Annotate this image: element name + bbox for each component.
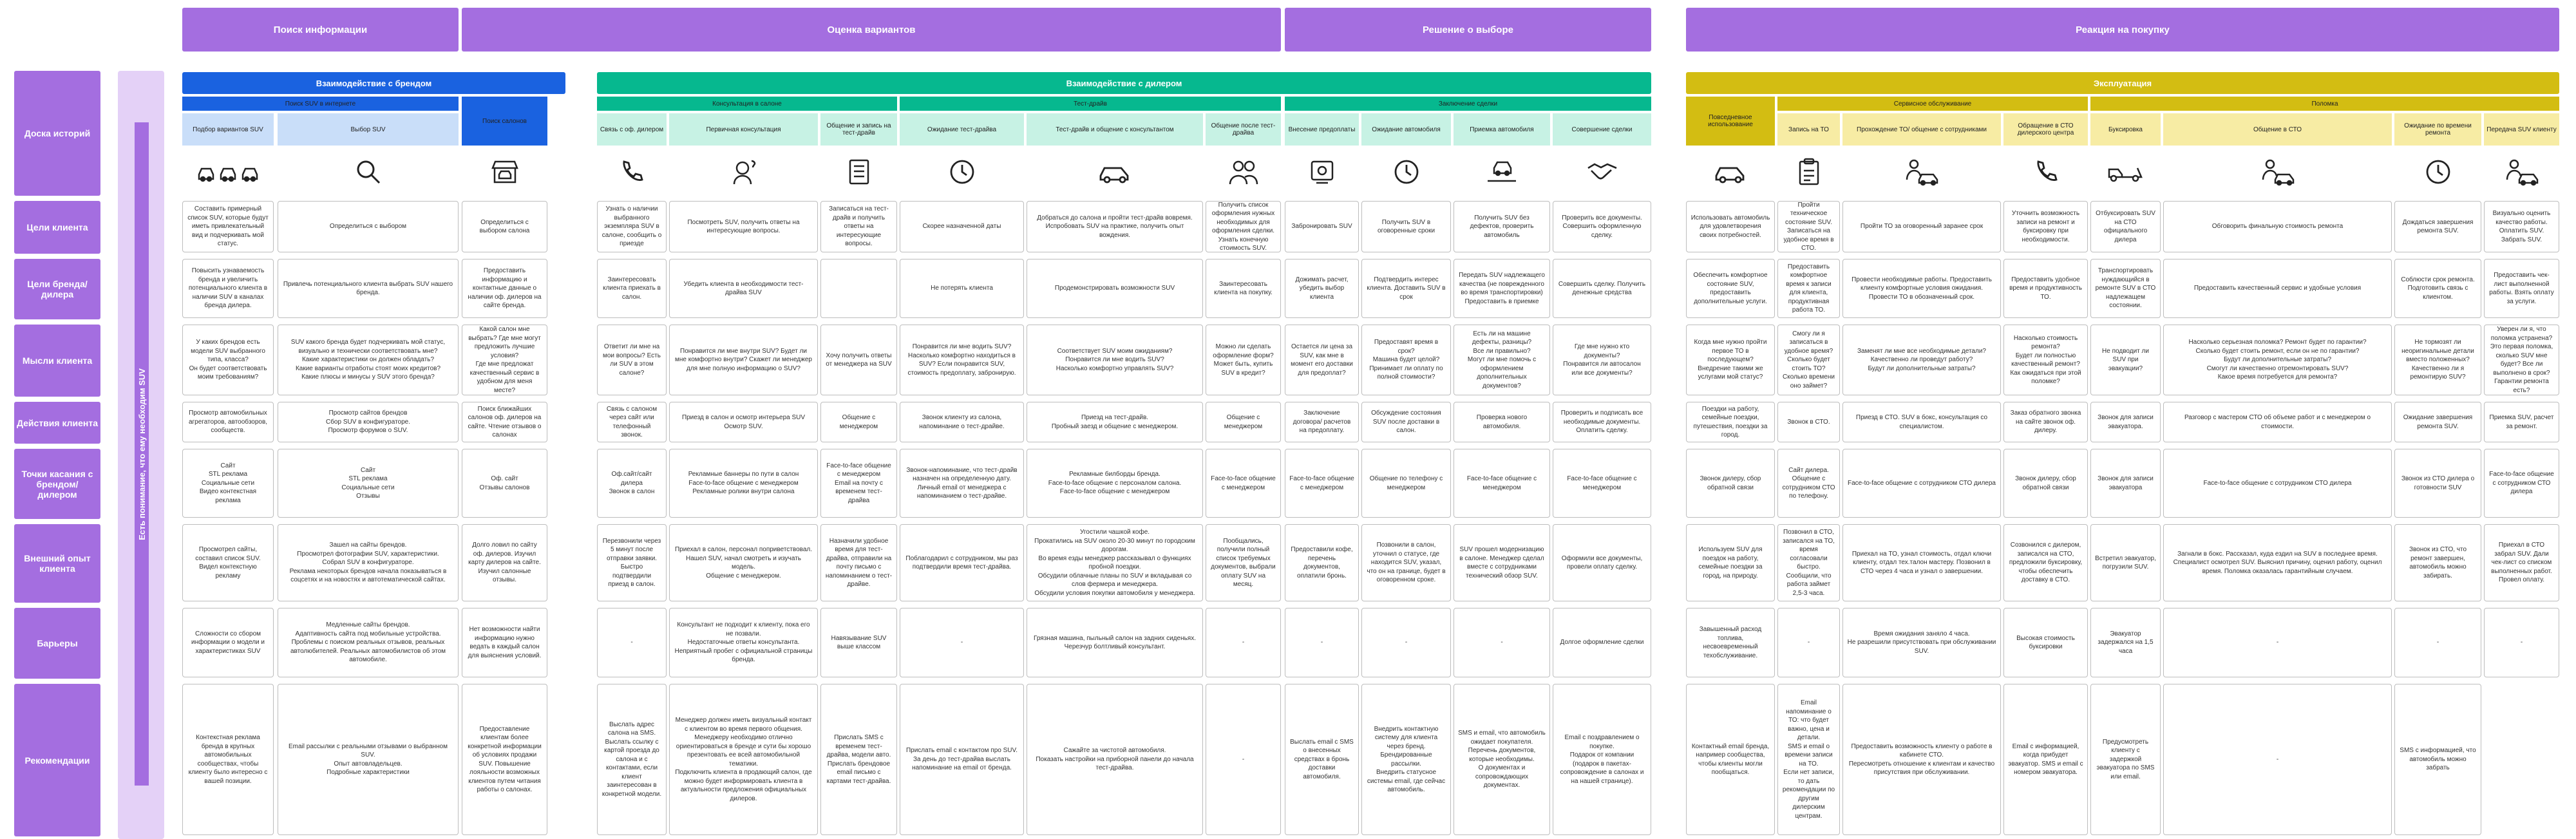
journey-card: Звонок для записи эвакуатора bbox=[2090, 449, 2161, 518]
stage-header: Общение после тест-драйва bbox=[1206, 113, 1281, 146]
subgroup-header: Повседневное использование bbox=[1686, 97, 1775, 146]
journey-card: Менеджер должен иметь визуальный контакт с клиентом во время первого общения. Менеджеру необходимо отлично ориентироваться в бренде и сути бы хорошо презентовать ее всей автомобильной тематики. Подключить клиента в продающий салон, где можно будет информировать клиента в актуальности предложения официальных дилеров. bbox=[669, 684, 818, 835]
journey-card: Отбуксировать SUV на СТО официального дилера bbox=[2090, 201, 2161, 252]
stage-header: Прохождение ТО/ общение с сотрудниками bbox=[1842, 113, 2001, 146]
journey-card: Забронировать SUV bbox=[1285, 201, 1359, 252]
journey-card: Составить примерный список SUV, которые будут иметь привлекательный вид и подчеркивать мой статус. bbox=[182, 201, 274, 252]
phone-icon bbox=[2003, 151, 2088, 193]
journey-card: Определиться с выбором салона bbox=[462, 201, 547, 252]
journey-card: Face-to-face общение с сотрудником СТО дилера bbox=[1842, 449, 2001, 518]
subgroup-header: Сервисное обслуживание bbox=[1777, 97, 2088, 111]
journey-card: - bbox=[2394, 608, 2481, 677]
journey-card: Face-to-face общение с менеджером Email на почту с временем тест-драйва bbox=[820, 449, 897, 518]
journey-card: Можно ли сделать оформление форм? Может быть, купить SUV в кредит? bbox=[1206, 325, 1281, 395]
sidebar-text: Есть понимание, что ему необходим SUV bbox=[137, 368, 147, 540]
journey-card: SUV прошел модернизацию в салоне. Менеджер сделал вместе с сотрудниками технический обзор SUV. bbox=[1454, 524, 1550, 601]
journey-card: - bbox=[1361, 608, 1451, 677]
journey-card: Транспортировать нуждающийся в ремонте SUV в СТО надлежащем состоянии. bbox=[2090, 259, 2161, 318]
journey-card: Повысить узнаваемость бренда и увеличить потенциального клиента в наличии SUV в каналах бренда дилера. bbox=[182, 259, 274, 318]
journey-card: Насколько серьезная поломка? Ремонт будет по гарантии? Сколько будет стоить ремонт, если он не по гарантии? Будут ли дополнительные затраты? Смогут ли качественно отремонтировать SUV? Какое время потребуется для ремонта? bbox=[2163, 325, 2392, 395]
section-header: Взаимодействие с дилером bbox=[597, 72, 1651, 94]
journey-card: Проверка нового автомобиля. bbox=[1454, 402, 1550, 442]
tow-truck-icon bbox=[2090, 151, 2161, 193]
phase-header: Поиск информации bbox=[182, 8, 459, 52]
journey-card: Рекламные билборды бренда. Face-to-face общение с персоналом салона. Face-to-face общение с менеджером bbox=[1027, 449, 1203, 518]
journey-card: Звонок в СТО. bbox=[1777, 402, 1840, 442]
journey-card: Определиться с выбором bbox=[278, 201, 459, 252]
stage-header: Подбор вариантов SUV bbox=[182, 113, 274, 146]
journey-card: Звонок из СТО дилера о готовности SUV bbox=[2394, 449, 2481, 518]
person-car-icon bbox=[1842, 151, 2001, 193]
journey-card: Дождаться завершения ремонта SUV. bbox=[2394, 201, 2481, 252]
journey-card: Насколько стоимость ремонта? Будет ли полностью качественный ремонт? Как ожидаться при этой поломке? bbox=[2003, 325, 2088, 395]
journey-card: Email рассылки с реальными отзывами о выбранном SUV. Опыт автовладельцев. Подробные характеристики bbox=[278, 684, 459, 835]
journey-card: Прислать email с контактом про SUV. За день до тест-драйва выслать напоминание на email от бренда. bbox=[900, 684, 1024, 835]
journey-card: Контекстная реклама бренда в крупных автомобильных сообществах, чтобы клиенту было интересно с вашей позиции. bbox=[182, 684, 274, 835]
journey-card: Где мне нужно кто документы? Понравится ли автосалон или все документы? bbox=[1553, 325, 1651, 395]
journey-card: Предоставить чек-лист выполненной работы. Взять оплату за услуги. bbox=[2484, 259, 2559, 318]
journey-card: Предоставить комфортное время к записи для клиента, продуктивная работа ТО. bbox=[1777, 259, 1840, 318]
journey-card: Медленные сайты брендов. Адаптивность сайта под мобильные устройства. Проблемы с поиском реальных отзывов, реальных автолюбителей. Реальных автомобилистов об этом автомобиле. bbox=[278, 608, 459, 677]
journey-card: Общение с менеджером bbox=[820, 402, 897, 442]
stage-header: Ожидание автомобиля bbox=[1361, 113, 1451, 146]
stage-header: Приемка автомобиля bbox=[1454, 113, 1550, 146]
journey-card: Не потерять клиента bbox=[900, 259, 1024, 318]
journey-card: Оф. сайт Отзывы салонов bbox=[462, 449, 547, 518]
checklist-icon bbox=[820, 151, 897, 193]
journey-card: Общение по телефону с менеджером bbox=[1361, 449, 1451, 518]
journey-card: Подтвердить интерес клиента. Доставить SUV в срок bbox=[1361, 259, 1451, 318]
journey-card: Приехал в СТО забрал SUV. Дали чек-лист со списком выполненных работ. Провел оплату. bbox=[2484, 524, 2559, 601]
journey-card: Позвонил в СТО, записался на ТО, время согласовали быстро. Сообщили, что работа займет 2,5-3 часа. bbox=[1777, 524, 1840, 601]
subgroup-header: Заключение сделки bbox=[1285, 97, 1651, 111]
clock-icon bbox=[900, 151, 1024, 193]
stage-header: Тест-драйв и общение с консультантом bbox=[1027, 113, 1203, 146]
journey-card: Внедрить контактную систему для клиента через бренд. Брендированные рассылки. Внедрить статусное системы email, где сейчас автомобиль. bbox=[1361, 684, 1451, 835]
journey-card: - bbox=[1206, 684, 1281, 835]
sidebar-label bbox=[135, 122, 149, 786]
journey-card: Высокая стоимость буксировки bbox=[2003, 608, 2088, 677]
journey-card: Звонок клиенту из салона, напоминание о тест-драйве. bbox=[900, 402, 1024, 442]
journey-card: Предоставить удобное время и продуктивность ТО. bbox=[2003, 259, 2088, 318]
journey-card: Заменят ли мне все необходимые детали? Качественно ли проведут работу? Будут ли дополнительные затраты? bbox=[1842, 325, 2001, 395]
stage-header: Запись на ТО bbox=[1777, 113, 1840, 146]
row-label: Действия клиента bbox=[14, 402, 100, 444]
clipboard-icon bbox=[1777, 151, 1840, 193]
stage-header: Первичная консультация bbox=[669, 113, 818, 146]
journey-card: Время ожидания заняло 4 часа. Не разрешили присутствовать при обслуживании SUV. bbox=[1842, 608, 2001, 677]
journey-card: Сложности со сбором информации о модели и характеристиках SUV bbox=[182, 608, 274, 677]
person-question-icon bbox=[669, 151, 818, 193]
journey-card: Связь с салоном через сайт или телефонный звонок. bbox=[597, 402, 667, 442]
journey-card: Просмотр сайтов брендов Сбор SUV в конфигураторе. Просмотр форумов о SUV. bbox=[278, 402, 459, 442]
journey-card bbox=[820, 259, 897, 318]
journey-card: Получить SUV в оговоренные сроки bbox=[1361, 201, 1451, 252]
journey-card: Разговор с мастером СТО об объеме работ и с менеджером о стоимости. bbox=[2163, 402, 2392, 442]
journey-card: Face-to-face общение с сотрудником СТО дилера bbox=[2163, 449, 2392, 518]
journey-card: Звонок для записи эвакуатора. bbox=[2090, 402, 2161, 442]
journey-card: Ожидание завершения ремонта SUV. bbox=[2394, 402, 2481, 442]
journey-card: Получить список оформления нужных необходимых для оформления сделки. Узнать конечную стоимость SUV. bbox=[1206, 201, 1281, 252]
clock-icon bbox=[1361, 151, 1451, 193]
journey-card: Визуально оценить качество работы. Оплатить SUV. Забрать SUV. bbox=[2484, 201, 2559, 252]
subgroup-header: Поиск SUV в интернете bbox=[182, 97, 459, 111]
stage-header: Обращение в СТО дилерского центра bbox=[2003, 113, 2088, 146]
journey-card: Прислать SMS с временем тест-драйва, модели авто. Прислать брендовое email письмо с картами тест-драйва. bbox=[820, 684, 897, 835]
journey-card: Email с информацией, когда прибудет эвакуатор. SMS и email с номером эвакуатора. bbox=[2003, 684, 2088, 835]
subgroup-header: Тест-драйв bbox=[900, 97, 1281, 111]
journey-card: Предоставить качественный сервис и удобные условия bbox=[2163, 259, 2392, 318]
journey-card: Звонок из СТО, что ремонт завершен, автомобиль можно забирать. bbox=[2394, 524, 2481, 601]
journey-card: Совершить сделку. Получить денежные средства bbox=[1553, 259, 1651, 318]
journey-card: Email напоминание о ТО: что будет важно, цена и детали. SMS и email о времени записи на ТО. Если нет записи, то дать рекомендации по другим дилерским центрам. bbox=[1777, 684, 1840, 835]
journey-card: Скорее назначенной даты bbox=[900, 201, 1024, 252]
journey-card: Добраться до салона и пройти тест-драйв вовремя. Испробовать SUV на практике, получить опыт вождения. bbox=[1027, 201, 1203, 252]
stage-header: Ожидание по времени ремонта bbox=[2394, 113, 2481, 146]
journey-card: Остается ли цена за SUV, как мне в момент его доставки для предоплат? bbox=[1285, 325, 1359, 395]
journey-card: Обсуждение состояния SUV после доставки в салон. bbox=[1361, 402, 1451, 442]
journey-card: Сажайте за чистотой автомобиля. Показать настройки на приборной панели до начала тест-драйва. bbox=[1027, 684, 1203, 835]
journey-card: Обговорить финальную стоимость ремонта bbox=[2163, 201, 2392, 252]
journey-card: Уверен ли я, что поломка устранена? Это первая поломка, сколько SUV мне будет? Все ли выполнено в срок? Гарантии ремонта есть? bbox=[2484, 325, 2559, 395]
journey-card: Дожимать расчет, убедить выбор клиента bbox=[1285, 259, 1359, 318]
journey-card: Узнать о наличии выбранного экземпляра SUV в салоне, сообщить о приезде bbox=[597, 201, 667, 252]
journey-card: Приехал в салон, персонал поприветствовал. Нашел SUV, начал смотреть и изучать модель. Общение с менеджером. bbox=[669, 524, 818, 601]
journey-card: Оформили все документы, провели оплату сделку. bbox=[1553, 524, 1651, 601]
journey-card: Получить SUV без дефектов, проверить автомобиль bbox=[1454, 201, 1550, 252]
journey-card: Понравится ли мне внутри SUV? Будет ли мне комфортно внутри? Скажет ли менеджер для мне полную информацию о SUV? bbox=[669, 325, 818, 395]
journey-card: Face-to-face общение с сотрудником СТО дилера bbox=[2484, 449, 2559, 518]
journey-card: Уточнить возможность записи на ремонт и буксировку при необходимости. bbox=[2003, 201, 2088, 252]
phase-header: Решение о выборе bbox=[1285, 8, 1651, 52]
journey-card: SMS и email, что автомобиль ожидает покупателя. Перечень документов, которые необходимы. О документах и сопровождающих документах. bbox=[1454, 684, 1550, 835]
journey-card: - bbox=[1206, 608, 1281, 677]
stage-header: Буксировка bbox=[2090, 113, 2161, 146]
journey-card: Предоставили кофе, перечень документов, оплатили бронь. bbox=[1285, 524, 1359, 601]
journey-card: У каких брендов есть модели SUV выбранного типа, класса? Он будет соответствовать моим требованиям? bbox=[182, 325, 274, 395]
journey-card: Навязывание SUV выше классом bbox=[820, 608, 897, 677]
section-header: Эксплуатация bbox=[1686, 72, 2559, 94]
row-label: Внешний опыт клиента bbox=[14, 524, 100, 603]
journey-card: - bbox=[1454, 608, 1550, 677]
journey-card: Приезд в СТО. SUV в бокс, консультация со специалистом. bbox=[1842, 402, 2001, 442]
journey-card: Предусмотреть клиенту с задержкой эвакуатора по SMS или email. bbox=[2090, 684, 2161, 835]
stage-header: Внесение предоплаты bbox=[1285, 113, 1359, 146]
row-label: Доска историй bbox=[14, 71, 100, 196]
journey-card: - bbox=[1285, 608, 1359, 677]
stage-header: Выбор SUV bbox=[278, 113, 459, 146]
journey-card: Не тормозят ли неоригинальные детали вместо положенных? Качественно ли я ремонтирую SUV? bbox=[2394, 325, 2481, 395]
journey-card: Провести необходимые работы. Предоставить клиенту комфортные условия ожидания. Провести ТО в обозначенный срок. bbox=[1842, 259, 2001, 318]
journey-card: Общение с менеджером bbox=[1206, 402, 1281, 442]
journey-card: - bbox=[2163, 684, 2392, 835]
journey-card: Оф.сайт/сайт дилера Звонок в салон bbox=[597, 449, 667, 518]
journey-card: Пообщались, получили полный список требуемых документов, выбрали оплату SUV на месяц. bbox=[1206, 524, 1281, 601]
journey-card: Загнали в бокс. Рассказал, куда ездил на SUV в последнее время. Специалист осмотрел SUV. Выяснил причину, оценил работу, оценил время. Поломка оказалась гарантийным случаем. bbox=[2163, 524, 2392, 601]
journey-card: SMS с информацией, что автомобиль можно забрать bbox=[2394, 684, 2481, 835]
stage-header: Совершение сделки bbox=[1553, 113, 1651, 146]
journey-card: Нет возможности найти информацию нужно ведать в каждый салон для выяснения условий. bbox=[462, 608, 547, 677]
journey-card: Зашел на сайты брендов. Просмотрел фотографии SUV, характеристики. Собрал SUV в конфигураторе. Реклама некоторых брендов начала показываться в соцсетях и на новостях и автотематической сайтах. bbox=[278, 524, 459, 601]
phase-header: Оценка вариантов bbox=[462, 8, 1281, 52]
phone-icon bbox=[597, 151, 667, 193]
journey-card: Угостили чашкой кофе. Прокатились на SUV около 20-30 минут по городским дорогам. Во время езды менеджер рассказывал о функциях пробной поездки. Обсудили облачные планы по SUV и вкладывая со слов фермера и менеджера. Обсудили условия покупки автомобиля у менеджера. bbox=[1027, 524, 1203, 601]
handshake-icon bbox=[1553, 151, 1651, 193]
stage-header: Передача SUV клиенту bbox=[2484, 113, 2559, 146]
journey-card: Поездки на работу, семейные поездки, путешествия, поездки за город. bbox=[1686, 402, 1775, 442]
journey-card: Контактный email бренда, например сообщества, чтобы клиенты могли пообщаться. bbox=[1686, 684, 1775, 835]
row-label: Точки касания с брендом/дилером bbox=[14, 449, 100, 519]
subgroup-header: Поломка bbox=[2090, 97, 2559, 111]
journey-card: Звонок дилеру, сбор обратной связи bbox=[1686, 449, 1775, 518]
row-label: Мысли клиента bbox=[14, 325, 100, 397]
journey-card: Выслать адрес салона на SMS. Выслать ссылку с картой проезда до салона и с контактами, если клиент заинтересован в конкретной модели. bbox=[597, 684, 667, 835]
cars-icon bbox=[182, 151, 274, 193]
journey-card: SUV какого бренда будет подчеркивать мой статус, визуально и технически соответствовать мне? Какие характеристики он должен обладать? Какие варианты отработы стоят моих кредитов? Какие плюсы и минусы у SUV этого бренда? bbox=[278, 325, 459, 395]
journey-card: Соответствует SUV моим ожиданиям? Понравится ли мне водить SUV? Насколько комфортно управлять SUV? bbox=[1027, 325, 1203, 395]
journey-card: - bbox=[2484, 608, 2559, 677]
journey-card: Заинтересовать клиента на покупку. bbox=[1206, 259, 1281, 318]
row-label: Рекомендации bbox=[14, 684, 100, 836]
journey-card: Приезд на тест-драйв. Пробный заезд и общение с менеджером. bbox=[1027, 402, 1203, 442]
journey-card: Посмотреть SUV, получить ответы на интересующие вопросы. bbox=[669, 201, 818, 252]
journey-card: Хочу получить ответы от менеджера на SUV bbox=[820, 325, 897, 395]
journey-card: Смогу ли я записаться в удобное время? Сколько будет стоить ТО? Сколько времени оно займет? bbox=[1777, 325, 1840, 395]
journey-card: Face-to-face общение с менеджером bbox=[1206, 449, 1281, 518]
journey-card: Соблюсти срок ремонта. Подготовить связь с клиентом. bbox=[2394, 259, 2481, 318]
journey-card: Приезд в салон и осмотр интерьера SUV Осмотр SUV. bbox=[669, 402, 818, 442]
people-icon bbox=[1206, 151, 1281, 193]
journey-card: Используем SUV для поездок на работу, семейные поездки за город, на природу. bbox=[1686, 524, 1775, 601]
car-delivery-icon bbox=[1454, 151, 1550, 193]
journey-card: Сайт STL реклама Социальные сети Видео контекстная реклама bbox=[182, 449, 274, 518]
subgroup-header: Поиск салонов bbox=[462, 97, 547, 146]
journey-card: Рекламные баннеры по пути в салон Face-to-face общение с менеджером Рекламные ролики внутри салона bbox=[669, 449, 818, 518]
journey-card: Предоставят время в срок? Машина будет целой? Принимает ли оплату по полной стоимости? bbox=[1361, 325, 1451, 395]
journey-card: Приехал на ТО, узнал стоимость, отдал ключи клиенту, отдал тех.талон мастеру. Позвонил в СТО через 4 часа и узнал о завершении. bbox=[1842, 524, 2001, 601]
row-label: Цели бренда/ дилера bbox=[14, 259, 100, 319]
car-icon bbox=[1686, 151, 1775, 193]
journey-card: Привлечь потенциального клиента выбрать SUV нашего бренда. bbox=[278, 259, 459, 318]
journey-card: Приемка SUV, расчет за ремонт. bbox=[2484, 402, 2559, 442]
journey-card: Когда мне нужно пройти первое ТО в последующем? Внедрение такими же услугами мой статус? bbox=[1686, 325, 1775, 395]
journey-card: Email с поздравлением о покупке. Подарок от компании (подарок в пакетах-сопровождение в салонах и на нашей странице). bbox=[1553, 684, 1651, 835]
person-car-icon bbox=[2163, 151, 2392, 193]
journey-card: Ответит ли мне на мои вопросы? Есть ли SUV в этом салоне? bbox=[597, 325, 667, 395]
journey-card: Позвонили в салон, уточнил о статусе, где находится SUV, указал, что он на границе, будет в оговоренном сроке. bbox=[1361, 524, 1451, 601]
journey-card: - bbox=[900, 608, 1024, 677]
journey-card: Пройти техническое состояние SUV. Записаться на удобное время в СТО. bbox=[1777, 201, 1840, 252]
journey-card: Есть ли на машине дефекты, разницы? Все ли правильно? Могут ли мне помочь с оформлением дополнительных документов? bbox=[1454, 325, 1550, 395]
journey-card: Просмотрел сайты, составил список SUV. Видел контекстную рекламу bbox=[182, 524, 274, 601]
journey-card: Продемонстрировать возможности SUV bbox=[1027, 259, 1203, 318]
section-header: Взаимодействие с брендом bbox=[182, 72, 565, 94]
person-car-icon bbox=[2484, 151, 2559, 193]
journey-card: Долгое оформление сделки bbox=[1553, 608, 1651, 677]
row-label: Цели клиента bbox=[14, 201, 100, 254]
journey-card: Использовать автомобиль для удовлетворения своих потребностей. bbox=[1686, 201, 1775, 252]
journey-card: Завышенный расход топлива, несвоевременный техобслуживание. bbox=[1686, 608, 1775, 677]
journey-card: Проверить и подписать все необходимые документы. Оплатить сделку. bbox=[1553, 402, 1651, 442]
stage-header: Общение в СТО bbox=[2163, 113, 2392, 146]
journey-card: - bbox=[2163, 608, 2392, 677]
dealership-icon bbox=[462, 151, 547, 193]
phase-header: Реакция на покупку bbox=[1686, 8, 2559, 52]
search-icon bbox=[278, 151, 459, 193]
journey-card: Долго ловил по сайту оф. дилеров. Изучил карту дилеров на сайте. Изучил салонные отзывы. bbox=[462, 524, 547, 601]
journey-card: Звонок-напоминание, что тест-драйв назначен на определенную дату. Личный email от менеджера с напоминанием о тест-драйве. bbox=[900, 449, 1024, 518]
clock-icon bbox=[2394, 151, 2481, 193]
journey-card: Назначили удобное время для тест-драйва, отправили на почту письмо с напоминанием о тест-драйве. bbox=[820, 524, 897, 601]
journey-card: Сайт STL реклама Социальные сети Отзывы bbox=[278, 449, 459, 518]
journey-card: Встретил эвакуатор, погрузили SUV. bbox=[2090, 524, 2161, 601]
journey-card: Обеспечить комфортное состояние SUV, предоставить дополнительные услуги. bbox=[1686, 259, 1775, 318]
stage-header: Связь с оф. дилером bbox=[597, 113, 667, 146]
payment-icon bbox=[1285, 151, 1359, 193]
journey-card: Заинтересовать клиента приехать в салон. bbox=[597, 259, 667, 318]
journey-card: Созвонился с дилером, записался на СТО, предложили буксировку, чтобы обеспечить доставку в СТО. bbox=[2003, 524, 2088, 601]
journey-card: Передать SUV надлежащего качества (не поврежденного во время транспортировки) Предоставить в приемке bbox=[1454, 259, 1550, 318]
journey-card: Заказ обратного звонка на сайте звонок оф. дилеру. bbox=[2003, 402, 2088, 442]
journey-card: Выслать email с SMS о внесенных средствах в бронь доставки автомобиля. bbox=[1285, 684, 1359, 835]
journey-card: Грязная машина, пыльный салон на задних сиденьях. Черезчур болтливый консультант. bbox=[1027, 608, 1203, 677]
journey-card: Сайт дилера. Общение с сотрудником СТО по телефону. bbox=[1777, 449, 1840, 518]
journey-card: Предоставить информацию и контактные данные о наличии оф. дилеров на сайте бренда. bbox=[462, 259, 547, 318]
journey-card: Поиск ближайших салонов оф. дилеров на сайте. Чтение отзывов о салонах bbox=[462, 402, 547, 442]
journey-card: Поблагодарил с сотрудником, мы раз подтвердили время тест-драйва. bbox=[900, 524, 1024, 601]
journey-card: Убедить клиента в необходимости тест-драйва SUV bbox=[669, 259, 818, 318]
row-label: Барьеры bbox=[14, 608, 100, 679]
journey-card: Не подводит ли SUV при эвакуации? bbox=[2090, 325, 2161, 395]
stage-sidebar bbox=[118, 71, 164, 839]
journey-card: - bbox=[1777, 608, 1840, 677]
journey-card: Заключение договора/ расчетов на предоплату. bbox=[1285, 402, 1359, 442]
journey-card: Понравится ли мне водить SUV? Насколько комфортно находиться в SUV? Если понравится SUV, стоимость предоплату, забронирую. bbox=[900, 325, 1024, 395]
journey-card: - bbox=[597, 608, 667, 677]
stage-header: Общение и запись на тест-драйв bbox=[820, 113, 897, 146]
journey-card: Просмотр автомобильных агрегаторов, автообзоров, сообществ. bbox=[182, 402, 274, 442]
stage-header: Ожидание тест-драйва bbox=[900, 113, 1024, 146]
journey-card: Перезвонили через 5 минут после отправки заявки. Быстро подтвердили приезд в салон. bbox=[597, 524, 667, 601]
journey-card: Предоставление клиентам более конкретной информации об условиях продажи SUV. Повышение лояльности возможных клиентов путем читания работы о салонах. bbox=[462, 684, 547, 835]
journey-card: Звонок дилеру, сбор обратной связи bbox=[2003, 449, 2088, 518]
car-icon bbox=[1027, 151, 1203, 193]
subgroup-header: Консультация в салоне bbox=[597, 97, 897, 111]
journey-card: Записаться на тест-драйв и получить ответы на интересующие вопросы. bbox=[820, 201, 897, 252]
journey-card: Пройти ТО за оговоренный заранее срок bbox=[1842, 201, 2001, 252]
journey-card: Предоставить возможность клиенту о работе в кабинете СТО. Пересмотреть отношение к клиентам и качество присутствия при обслуживании. bbox=[1842, 684, 2001, 835]
journey-card: Face-to-face общение с менеджером bbox=[1285, 449, 1359, 518]
journey-card: Проверить все документы. Совершить оформленную сделку. bbox=[1553, 201, 1651, 252]
journey-card: Face-to-face общение с менеджером bbox=[1553, 449, 1651, 518]
journey-card: Face-to-face общение с менеджером bbox=[1454, 449, 1550, 518]
journey-card: Эвакуатор задержался на 1,5 часа bbox=[2090, 608, 2161, 677]
journey-card: Какой салон мне выбрать? Где мне могут предложить лучшие условия? Где мне предложат качественный сервис в удобном для меня месте? bbox=[462, 325, 547, 395]
journey-card: Консультант не подходит к клиенту, пока его не позвали. Недостаточные ответы консультанта. Неприятный пробег с официальной страницы бренда. bbox=[669, 608, 818, 677]
